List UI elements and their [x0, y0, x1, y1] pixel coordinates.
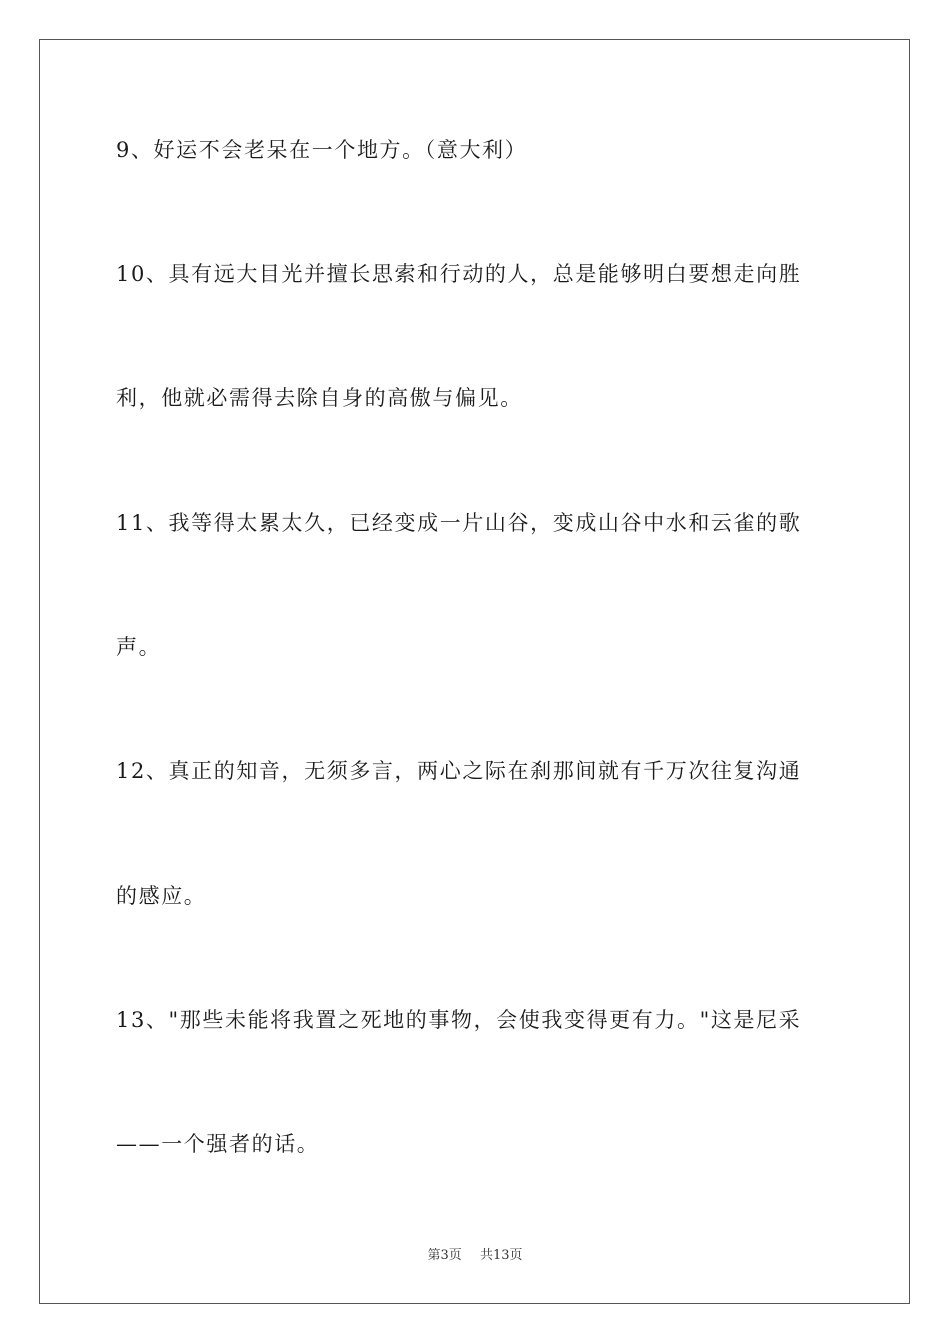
quote-9-line: 9、好运不会老呆在一个地方。（意大利）: [116, 138, 528, 162]
quote-12-line-2: 的感应。: [116, 884, 207, 908]
quote-13-line-2: ——一个强者的话。: [116, 1132, 320, 1156]
page-number: 第3页: [427, 1248, 462, 1263]
quote-11-line-2: 声。: [116, 635, 162, 659]
quote-10-line-2: 利，他就必需得去除自身的高傲与偏见。: [116, 386, 523, 410]
quote-12-line-1: 12、真正的知音，无须多言，两心之际在刹那间就有千万次往复沟通: [116, 759, 802, 783]
page-footer: [0, 1249, 950, 1262]
page-border: [39, 39, 910, 1304]
page-total: 共13页: [479, 1248, 523, 1263]
quote-11-line-1: 11、我等得太累太久，已经变成一片山谷，变成山谷中水和云雀的歌: [116, 511, 802, 535]
quote-13-line-1: 13、"那些未能将我置之死地的事物，会使我变得更有力。"这是尼采: [116, 1008, 802, 1032]
quote-10-line-1: 10、具有远大目光并擅长思索和行动的人，总是能够明白要想走向胜: [116, 262, 802, 286]
